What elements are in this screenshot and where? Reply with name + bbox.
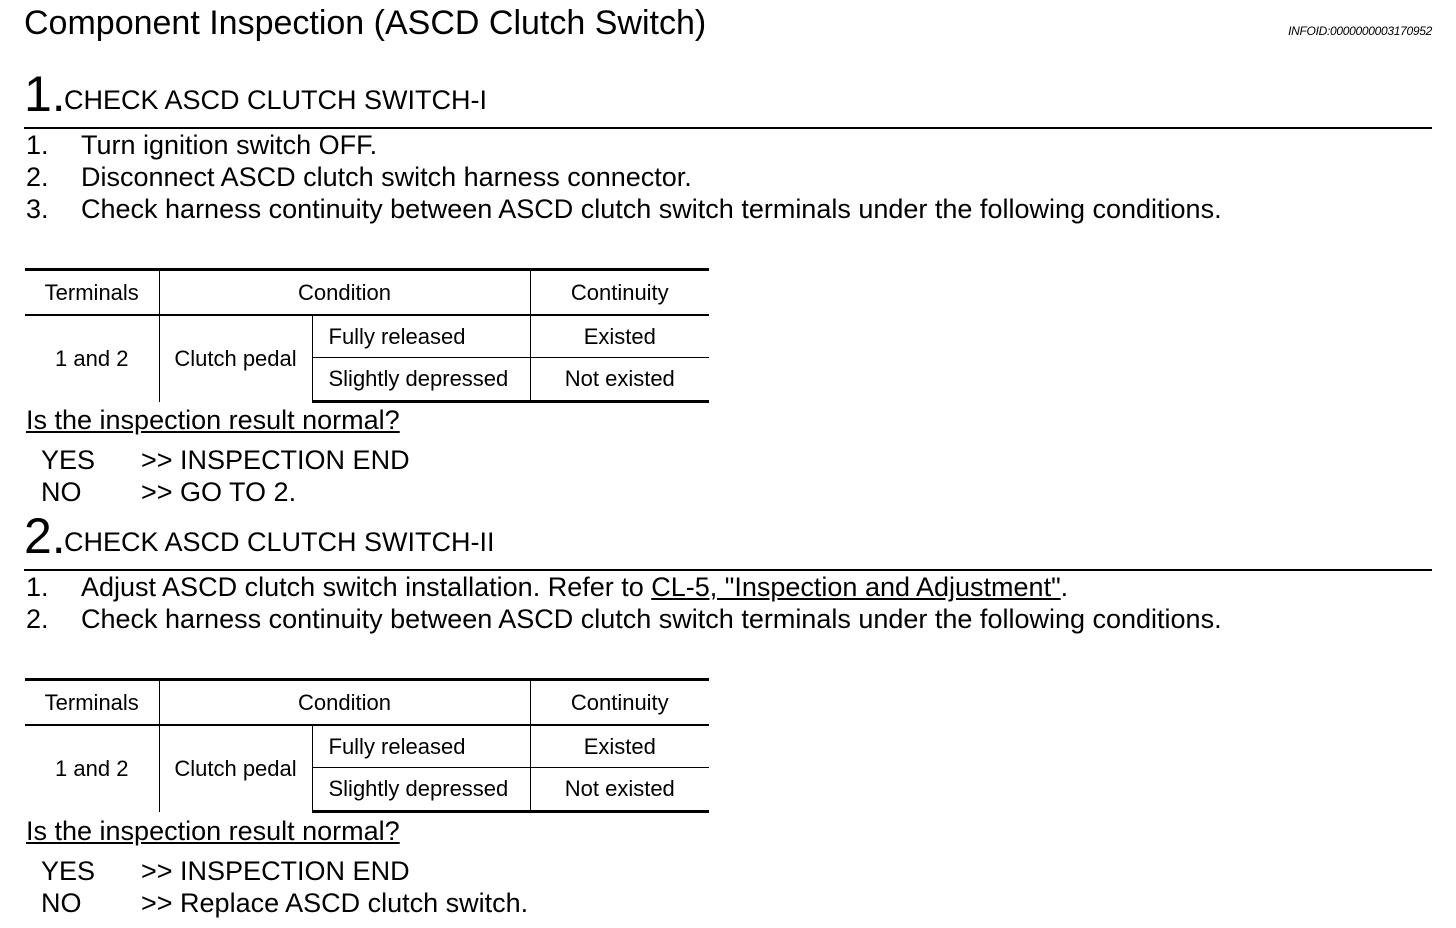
cell-terminals: 1 and 2 [55,755,129,781]
header-terminals: Terminals [25,680,159,726]
cell-terminals: 1 and 2 [55,345,129,371]
instruction-item: 1. Adjust ASCD clutch switch installation. Refer to CL-5, "Inspection and Adjustment". [26,572,1069,602]
instruction-item: 2. Disconnect ASCD clutch switch harness connector. [26,162,692,192]
answer-value: >> Replace ASCD clutch switch. [141,888,529,918]
info-id: INFOID:0000000003170952 [1288,24,1432,38]
step-number: 2. [24,508,66,564]
inspection-question[interactable]: Is the inspection result normal? [26,816,400,846]
instruction-item: 2. Check harness continuity between ASCD clutch switch terminals under the following conditions. [26,604,1222,634]
step-1-instructions [26,129,1222,225]
answer-key: YES [41,856,96,886]
header-condition: Condition [159,680,530,726]
step-2-instructions [26,571,1222,635]
page-title: Component Inspection (ASCD Clutch Switch) [24,4,707,42]
header-continuity: Continuity [530,270,709,316]
step-title: CHECK ASCD CLUTCH SWITCH-II [64,527,495,557]
cell-continuity: Existed [530,315,709,358]
inspection-question[interactable]: Is the inspection result normal? [26,405,400,435]
cell-continuity: Existed [530,725,709,768]
answer-value: >> INSPECTION END [141,445,410,475]
cell-item: Clutch pedal [159,725,312,812]
answer-key: NO [41,888,82,918]
header-continuity: Continuity [530,680,709,726]
step-number: 1. [24,66,66,122]
step-title: CHECK ASCD CLUTCH SWITCH-I [64,85,488,115]
answer-value: >> INSPECTION END [141,856,410,886]
step-1-continuity-table [25,268,709,403]
instruction-item: 1. Turn ignition switch OFF. [26,130,378,160]
cell-condition: Slightly depressed [312,358,530,402]
header-terminals: Terminals [25,270,159,316]
header-condition: Condition [159,270,530,316]
step-2-header [24,509,1432,571]
cell-condition: Fully released [312,725,530,768]
cell-continuity: Not existed [530,768,709,812]
answer-key: NO [41,477,82,507]
cell-condition: Fully released [312,315,530,358]
step-2-continuity-table [25,678,709,813]
reference-link[interactable]: CL-5, "Inspection and Adjustment" [651,572,1061,602]
answer-value: >> GO TO 2. [141,477,297,507]
cell-condition: Slightly depressed [312,768,530,812]
instruction-item: 3. Check harness continuity between ASCD clutch switch terminals under the following conditions. [26,194,1222,224]
cell-continuity: Not existed [530,358,709,402]
answer-key: YES [41,445,96,475]
cell-item: Clutch pedal [159,315,312,402]
step-1-header [24,67,1432,129]
